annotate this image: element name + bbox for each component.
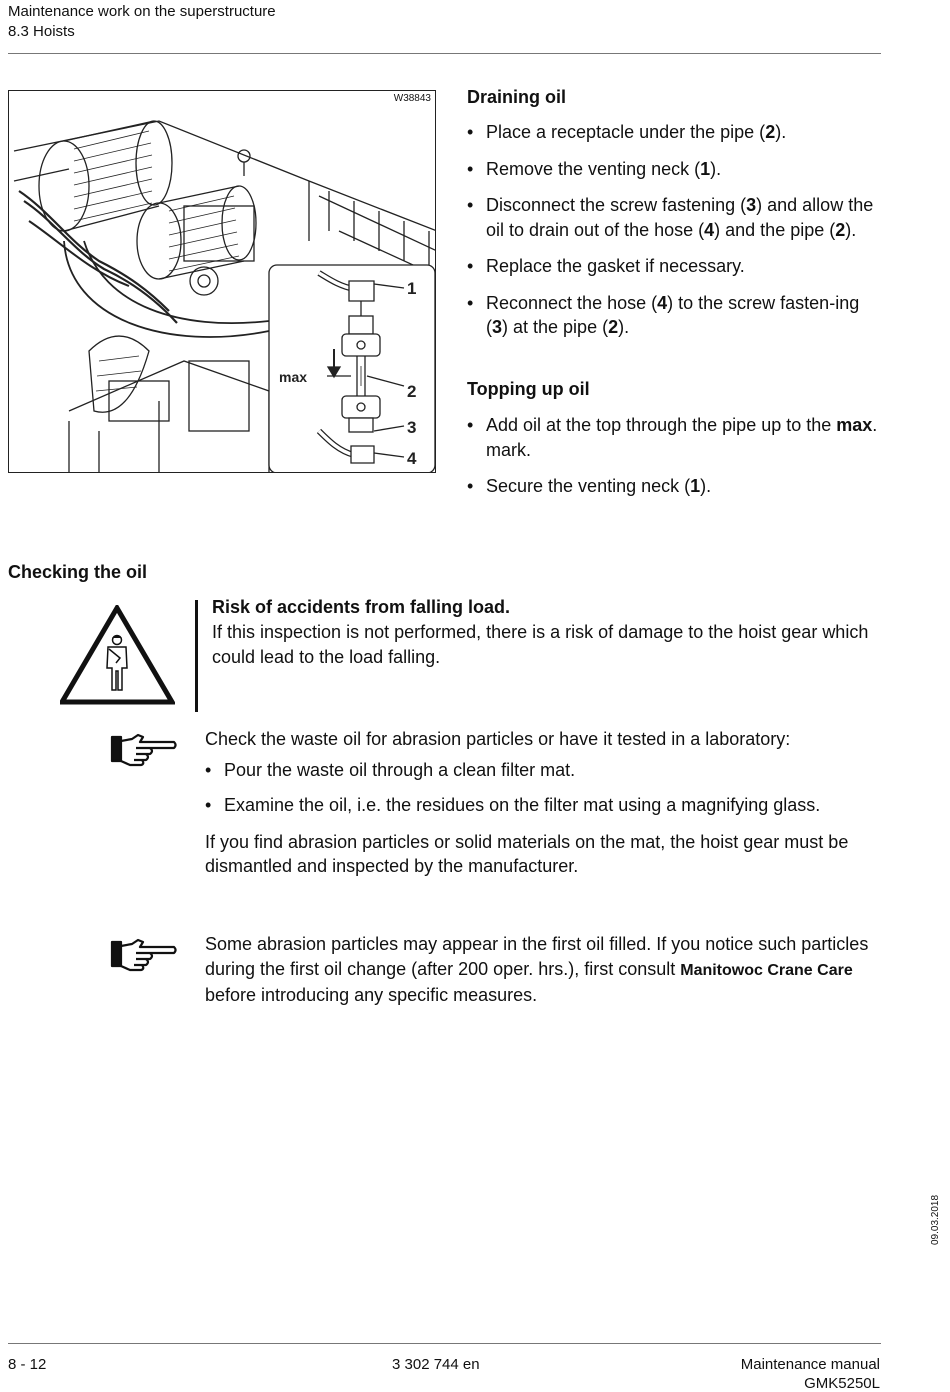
- list-item: • Examine the oil, i.e. the residues on the filter mat using a magnifying glass.: [205, 793, 885, 818]
- crane-model: GMK5250L: [804, 1375, 880, 1392]
- manual-title: Maintenance manual: [740, 1356, 880, 1373]
- list-item: • Remove the venting neck (1).: [467, 157, 882, 182]
- list-item: • Disconnect the screw fastening (3) and allow the oil to drain out of the hose (4) and the pipe (2).: [467, 193, 882, 242]
- hoist-illustration: [8, 90, 436, 473]
- pointing-hand-icon: [110, 938, 178, 972]
- pointing-hand-icon: [110, 733, 178, 767]
- warning-triangle-icon: [60, 605, 175, 705]
- side-date: 09.03.2018: [930, 1194, 941, 1245]
- page-number: 8 - 12: [8, 1356, 47, 1373]
- topping-list: [467, 413, 882, 511]
- warning-title: Risk of accidents from falling load.: [212, 597, 511, 617]
- callout-1: 1: [407, 279, 417, 298]
- draining-list: [467, 120, 882, 352]
- warning-text: If this inspection is not performed, there is a risk of damage to the hoist gear which could lead to the load falling.: [212, 622, 869, 667]
- note-waste-oil: [205, 727, 885, 879]
- warning-bar: [195, 600, 198, 712]
- max-label: max: [279, 369, 308, 385]
- callout-3: 3: [407, 418, 417, 437]
- hoist-drawing: [9, 91, 436, 473]
- list-item: • Add oil at the top through the pipe up to the max. mark.: [467, 413, 882, 462]
- header-section-title: Maintenance work on the superstructure: [8, 3, 276, 20]
- list-item: • Replace the gasket if necessary.: [467, 254, 882, 279]
- checking-title: Checking the oil: [8, 562, 148, 582]
- figure-id: W38843: [393, 93, 431, 104]
- brand-name: Manitowoc Crane Care: [680, 961, 853, 979]
- list-item: • Reconnect the hose (4) to the screw fasten-ing (3) at the pipe (2).: [467, 291, 882, 340]
- callout-4: 4: [407, 449, 417, 468]
- list-item: • Pour the waste oil through a clean filter mat.: [205, 758, 885, 783]
- header-subsection: 8.3 Hoists: [8, 23, 75, 40]
- draining-title: Draining oil: [467, 87, 566, 107]
- topping-title: Topping up oil: [467, 379, 590, 399]
- list-item: • Secure the venting neck (1).: [467, 474, 882, 499]
- note-list: [205, 758, 885, 818]
- note-abrasion: Some abrasion particles may appear in the first oil filled. If you notice such particles during the first oil change (after 200 oper. hrs.), first consult Manitowoc Crane Care before introducing any specific measures.: [205, 934, 869, 1005]
- list-item: • Place a receptacle under the pipe (2).: [467, 120, 882, 145]
- footer-rule: [8, 1343, 881, 1344]
- header-rule: [8, 53, 881, 54]
- document-number: 3 302 744 en: [392, 1356, 480, 1373]
- note-intro: Check the waste oil for abrasion particles or have it tested in a laboratory:: [205, 729, 791, 749]
- callout-2: 2: [407, 382, 417, 401]
- note-outro: If you find abrasion particles or solid materials on the mat, the hoist gear must be dismantled and inspected by the manufacturer.: [205, 831, 849, 876]
